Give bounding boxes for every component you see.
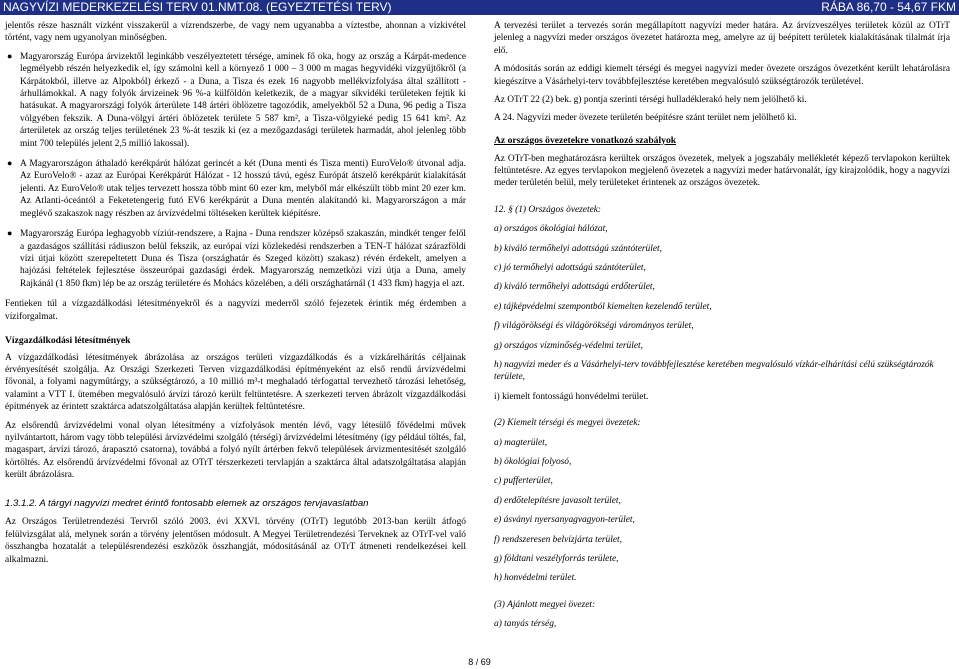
bullet-text: Magyarország Európa leghagyobb víziút-rendszere, a Rajna - Duna rendszer középső szakaszán, mindkét tenger felől a gazdaságos szállítási rádiuszon belül fekszik, az európai vízi közlekedési rendszerben a TEN-T hálózat szárazföldi vízi útjai között szerepeltetett Duna és Tisza (országhatár és Szeged között) szakasz) révén érdekelt, amelyen a hajózási feltételek fejlesztése összeurópai gazdasági érdek. Magyarország nemzetközi vízi útja a Duna, amely Rajkánál (1 850 fkm) lép be az ország területére és Mohács közelében, a déli országhatárnál (1 433 fkm) hagyja el azt. — [20, 229, 466, 289]
list-item: a) magterület, — [494, 437, 548, 448]
list-heading: (2) Kiemelt térségi és megyei övezetek: — [494, 418, 641, 429]
header-title: NAGYVÍZI MEDERKEZELÉSI TERV 01.NMT.08. (EGYEZTETÉSI TERV) — [3, 0, 392, 14]
list-item: g) földtani veszélyforrás területe, — [494, 554, 619, 565]
paragraph: Fentieken túl a vízgazdálkodási létesítményekről és a nagyvízi mederről szóló fejezetek érintik még érdemben a víziforgalmat. — [5, 299, 466, 322]
list-item: d) erdőtelepítésre javasolt terület, — [494, 495, 621, 506]
bullet-item — [5, 51, 466, 150]
list-item: e) tájképvédelmi szempontból kiemelten kezelendő terület, — [494, 301, 712, 312]
list-item: c) jó termőhelyi adottságú szántóterület, — [494, 262, 646, 273]
bullet-icon: ● — [7, 50, 13, 61]
paragraph: A tervezési terület a tervezés során megállapított nagyvízi meder határa. Az árvízveszélyes területek közül az OTrT jelenleg a nagyvízi meder országos övezetet határozta meg, amelyre az új beépített területek kialakításának tilalmát írja elő. — [494, 21, 950, 56]
paragraph: A módosítás során az eddigi kiemelt térségi és megyei nagyvízi meder övezete országos övezetként került lehatárolásra kiegészítve a Vásárhelyi-terv továbbfejlesztése keretében megvalósuló szükségtározók területével. — [494, 64, 950, 87]
list-item: d) kiváló termőhelyi adottságú erdőterület, — [494, 282, 655, 293]
list-item: c) pufferterület, — [494, 476, 553, 487]
page-number: 8 / 69 — [468, 657, 491, 667]
bullet-item — [5, 158, 466, 220]
section-heading: Vízgazdálkodási létesítmények — [5, 334, 131, 346]
zone-list-county — [494, 618, 950, 630]
paragraph: Az Országos Területrendezési Tervről szóló 2003. évi XXVI. törvény (OTrT) legutóbb 2013-ban került átfogó felülvizsgálat alá, melynek során a törvény jelentősen módosult. A Megyei Területrendezési Terveknek az OTrT-vel való összhangba hozatalát a településrendezési eszközök összhangját, módosításánál az OTrT átmeneti rendelkezései kell alkalmazni. — [5, 517, 466, 565]
bullet-item — [5, 228, 466, 290]
list-heading: 12. § (1) Országos övezetek: — [494, 204, 602, 215]
list-item: g) országos vízminőség-védelmi terület, — [494, 340, 643, 351]
zone-list-national — [494, 223, 950, 403]
right-column — [494, 20, 950, 638]
list-item: a) tanyás térség, — [494, 619, 557, 630]
list-item: h) nagyvízi meder és a Vásárhelyi-terv továbbfejlesztése keretében megvalósuló vízkár-elhárítási célú szükségtározók területe, — [494, 359, 934, 383]
list-item: a) országos ökológiai hálózat, — [494, 224, 608, 235]
list-item: f) rendszeresen belvízjárta terület, — [494, 534, 622, 545]
list-item: f) világörökségi és világörökségi várományos terület, — [494, 321, 694, 332]
left-column — [5, 20, 466, 572]
paragraph: A vízgazdálkodási létesítmények ábrázolása az országos területi vízgazdálkodás és a vízkárelhárítás céljainak érvényesítését szolgálja. Az Országi Szerkezeti Terven vízgazdálkodási építményeként az első rendű árvízvédelmi fővonal, a folyami nagyműtárgy, a szükségtározó, a 10 millió m³-t meghaladó térfogattal tervezhető tározási lehetőség, valamint a VTT I. ütemében megvalósuló árvízi tározó került feltüntetésre. A szerkezeti terven ábrázolt vízgazdálkodási építmények az érintett szaktárca adatszolgáltatása alapján kerültek feltüntetésre. — [5, 352, 466, 413]
list-item: b) ökológiai folyosó, — [494, 457, 572, 467]
paragraph: A 24. Nagyvízi meder övezete területén beépítésre szánt terület nem jelölhető ki. — [494, 113, 797, 124]
header-section: RÁBA 86,70 - 54,67 FKM — [821, 0, 956, 14]
bullet-icon: ● — [7, 228, 13, 239]
list-item: i) kiemelt fontosságú honvédelmi terület. — [494, 391, 649, 402]
list-item: h) honvédelmi terület. — [494, 573, 577, 584]
bullet-icon: ● — [7, 158, 13, 169]
paragraph: Az OTrT-ben meghatározásra kerültek országos övezetek, melyek a jogszabály mellékletét képező tervlapokon kerültek feltüntetésre. Az egyes tervlapokon megjelenő övezetek a nagyvízi meder határvonalát, így kirajzolódik, hogy a nagyvízi meder területén belül, mely területeket érintenek az országos övezetek. — [494, 153, 950, 189]
section-heading: Az országos övezetekre vonatkozó szabályok — [494, 134, 677, 146]
paragraph: Az elsőrendű árvízvédelmi vonal olyan létesítmény a vízfolyások mentén lévő, vagy létesülő fővédelmi művek nyilvántartott, három vagy több települési árvízvédelmi szolgáló (térségi) árvízvédelmi létesítmény (így például töltés, fal, magaspart, árvízi tározó, árapasztó csatorna), továbbá a folyó nyílt ártérben fekvő települések árvizmentesítését szolgáló körtöltés. Az elsőrendű árvízvédelmi fővonal az OTrT térszerkezeti tervlapján a szaktárca által adatszolgáltatása alapján került ábrázolásra. — [5, 420, 466, 481]
page-header — [0, 0, 959, 15]
subsection-heading: 1.3.1.2. A tárgyi nagyvízi medret érintő fontosabb elemek az országos tervjavaslatban — [5, 497, 369, 509]
paragraph: jelentős része használt vízként visszakerül a vízrendszerbe, de vagy nem ugyanabba a víztestbe, ahonnan a vízkivétel történt, vagy nem ugyanolyan minőségben. — [5, 21, 466, 44]
bullet-text: Magyarország Európa árvizektől leginkább veszélyeztetett térsége, aminek fő oka, hogy az ország a Kárpát-medence legmélyebb részén helyezkedik el, így számolni kell a környező 1 000 – 3 000 m magas hegyvidéki vízgyűjtőkről (a Kárpátokból, illetve az Alpokból) érkező - a Duna, a Tisza és ezek 16 nagyobb mellékvízfolyása által szállított - árhullámokkal. A nagy folyók árvizeinek 96 %-a külföldön keletkezik, de a magyar síkvidéki területeken fejtik ki hatásukat. A magyarországi folyók árterülete 148 ártéri öblözetre tagozódik, amelyekből 52 a Duna, 96 pedig a Tisza völgyében fekszik. A Duna-völgyi ártéri öblözetek területe 5 587 km², a Tisza-völgyieké pedig 15 641 km². Az árterületek az ország teljes területének 23 %-át teszik ki (ez a mezőgazdasági területek harmadát, ahol jelenleg több mint 700 település jelent 2,5 millió lakossal). — [20, 51, 466, 149]
list-heading: (3) Ajánlott megyei övezet: — [494, 599, 596, 610]
paragraph: Az OTrT 22 (2) bek. g) pontja szerinti térségi hulladéklerakó hely nem jelölhető ki. — [494, 95, 807, 106]
bullet-text: A Magyarországon áthaladó kerékpárút hálózat gerincét a két (Duna menti és Tisza menti) EuroVelo® útvonal adja. Az EuroVelo® - azaz az Európai Kerékpárút Hálózat - 12 hosszú távú, egész Európát átszelő kerékpárút kialakítását jelenti. Az EuroVelo® utak teljes tervezett hossza több mint 60 ezer km, melyből már elkészült több mint 20 ezer km. Az Atlanti-óceántól a Feketetengerig futó EV6 kerékpárút a Duna mentén alakítandó ki. Magyarországon a már meglévő szakaszok nagy részben az árvízvédelmi töltéseken kerültek kiépítésre. — [20, 159, 466, 219]
list-item: b) kiváló termőhelyi adottságú szántóterület, — [494, 243, 662, 254]
zone-list-regional — [494, 437, 950, 585]
list-item: e) ásványi nyersanyagvagyon-terület, — [494, 515, 635, 526]
